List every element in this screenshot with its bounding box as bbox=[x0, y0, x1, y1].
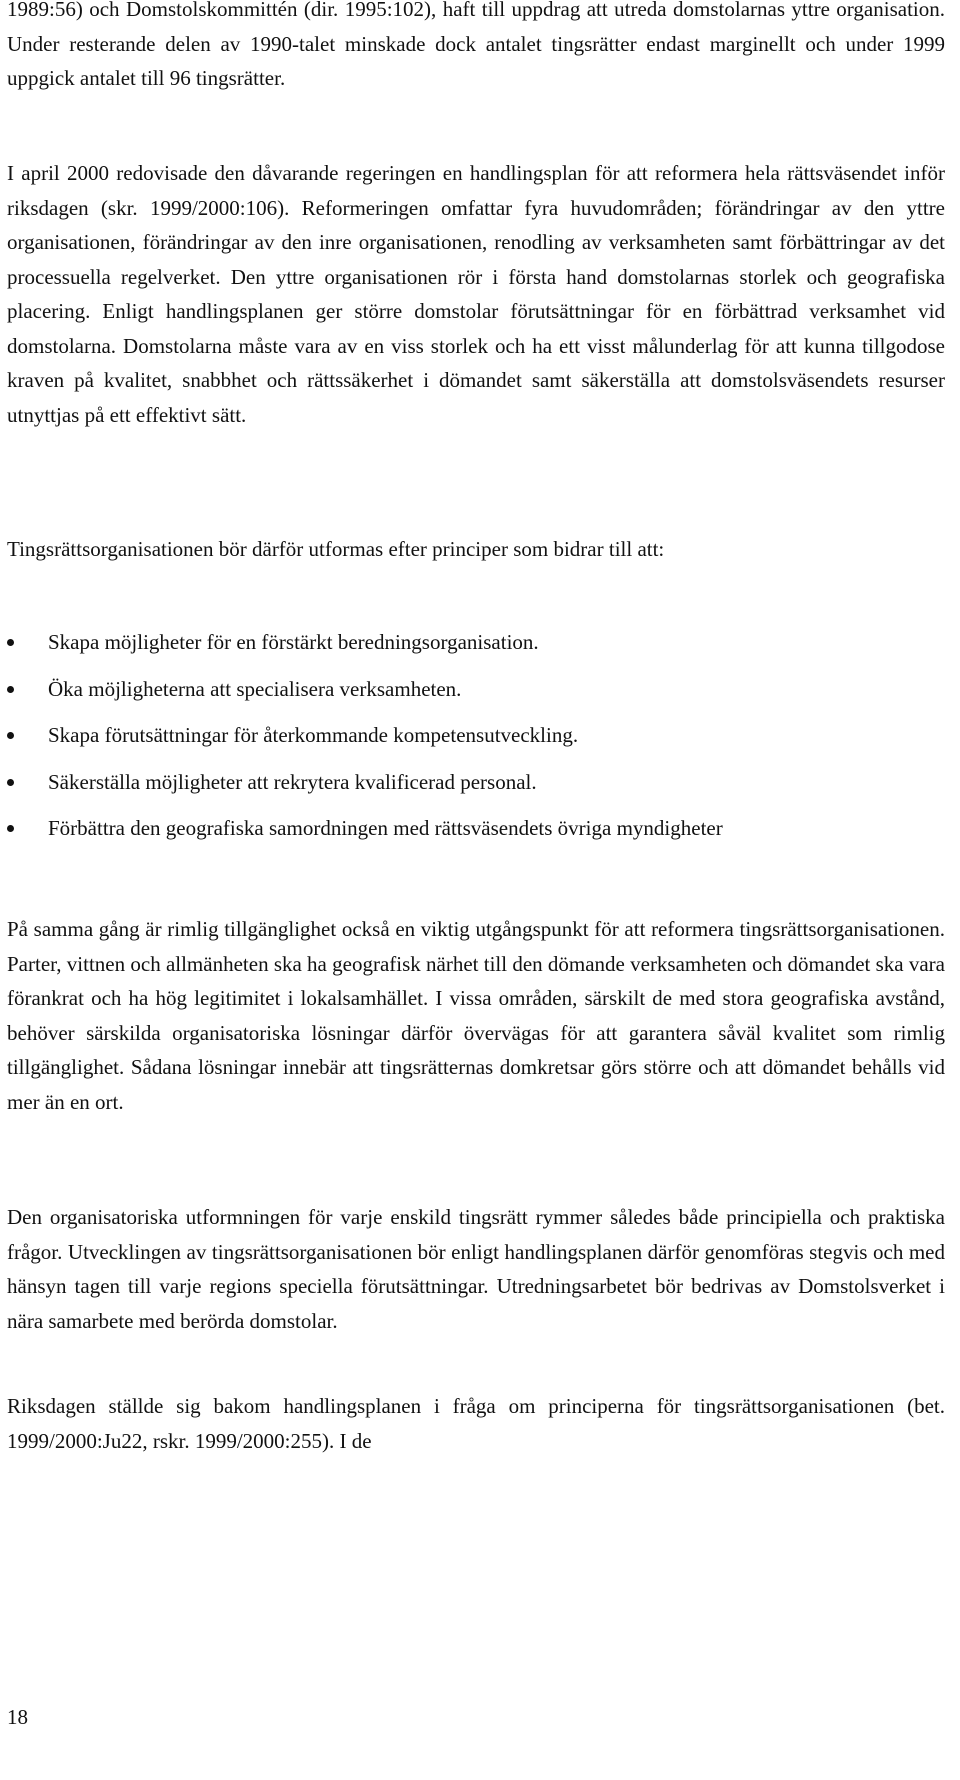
bullet-icon bbox=[7, 639, 14, 646]
list-item bbox=[0, 765, 945, 800]
list-item bbox=[0, 625, 945, 660]
page-number: 18 bbox=[7, 1705, 28, 1729]
list-item-text: Skapa möjligheter för en förstärkt beredningsorganisation. bbox=[48, 630, 539, 654]
paragraph-organisational-design: Den organisatoriska utformningen för varje enskild tingsrätt rymmer således både principiella och praktiska frågor. Utvecklingen av tingsrättsorganisationen bör enligt handlingsplanen därför genomföras stegvis och med hänsyn tagen till varje regions speciella förutsättningar. Utredningsarbetet bör bedrivas av Domstolsverket i nära samarbete med berörda domstolar. bbox=[7, 1205, 945, 1333]
list-item-text: Öka möjligheterna att specialisera verksamheten. bbox=[48, 676, 462, 701]
paragraph-accessibility: På samma gång är rimlig tillgänglighet också en viktig utgångspunkt för att reformera tingsrättsorganisationen. Parter, vittnen och allmänheten ska ha geografisk närhet till den dömande verksamheten och dömandet ska vara förankrat och ha hög legitimitet i lokalsamhället. I vissa områden, särskilt de med stora geografiska avstånd, behöver särskilda organisatoriska lösningar därför övervägas för att garantera såväl kvalitet som rimlig tillgänglighet. Sådana lösningar innebär att tingsrätternas domkretsar görs större och att dömandet behålls vid mer än en ort. bbox=[7, 917, 945, 1114]
paragraph-riksdagen: Riksdagen ställde sig bakom handlingsplanen i fråga om principerna för tingsrättsorganisationen (bet. 1999/2000:Ju22, rskr. 1999/2000:255). I de bbox=[7, 1394, 945, 1453]
bullet-icon bbox=[7, 686, 14, 693]
paragraph-principles-lead: Tingsrättsorganisationen bör därför utformas efter principer som bidrar till att: bbox=[7, 537, 665, 561]
list-item bbox=[0, 718, 945, 753]
list-item-text: Förbättra den geografiska samordningen med rättsväsendets övriga myndigheter bbox=[48, 816, 723, 840]
bullet-icon bbox=[7, 825, 14, 832]
paragraph-handlingsplan: I april 2000 redovisade den dåvarande regeringen en handlingsplan för att reformera hela rättsväsendet inför riksdagen (skr. 1999/2000:106). Reformeringen omfattar fyra huvudområden; förändringar av den yttre organisationen, förändringar av den inre organisationen, renodling av verksamheten samt förbättringar av det processuella regelverket. Den yttre organisationen rör i första hand domstolarnas storlek och geografiska placering. Enligt handlingsplanen ger större domstolar förutsättningar för en förbättrad verksamhet vid domstolarna. Domstolarna måste vara av en viss storlek och ha ett visst målunderlag för att kunna tillgodose kraven på kvalitet, snabbhet och rättssäkerhet i dömandet samt säkerställa att domstolsväsendets resurser utnyttjas på ett effektivt sätt. bbox=[7, 161, 945, 427]
list-item bbox=[0, 672, 945, 707]
paragraph-intro-continuation: 1989:56) och Domstolskommittén (dir. 1995:102), haft till uppdrag att utreda domstolarnas yttre organisation. Under resterande delen av 1990-talet minskade dock antalet tingsrätter endast marginellt och under 1999 uppgick antalet till 96 tingsrätter. bbox=[7, 0, 945, 90]
list-item bbox=[0, 811, 945, 846]
bullet-icon bbox=[7, 732, 14, 739]
list-item-text: Säkerställa möjligheter att rekrytera kvalificerad personal. bbox=[48, 769, 537, 794]
principles-bullet-list bbox=[0, 625, 945, 858]
list-item-text: Skapa förutsättningar för återkommande kompetensutveckling. bbox=[48, 723, 579, 747]
bullet-icon bbox=[7, 779, 14, 786]
